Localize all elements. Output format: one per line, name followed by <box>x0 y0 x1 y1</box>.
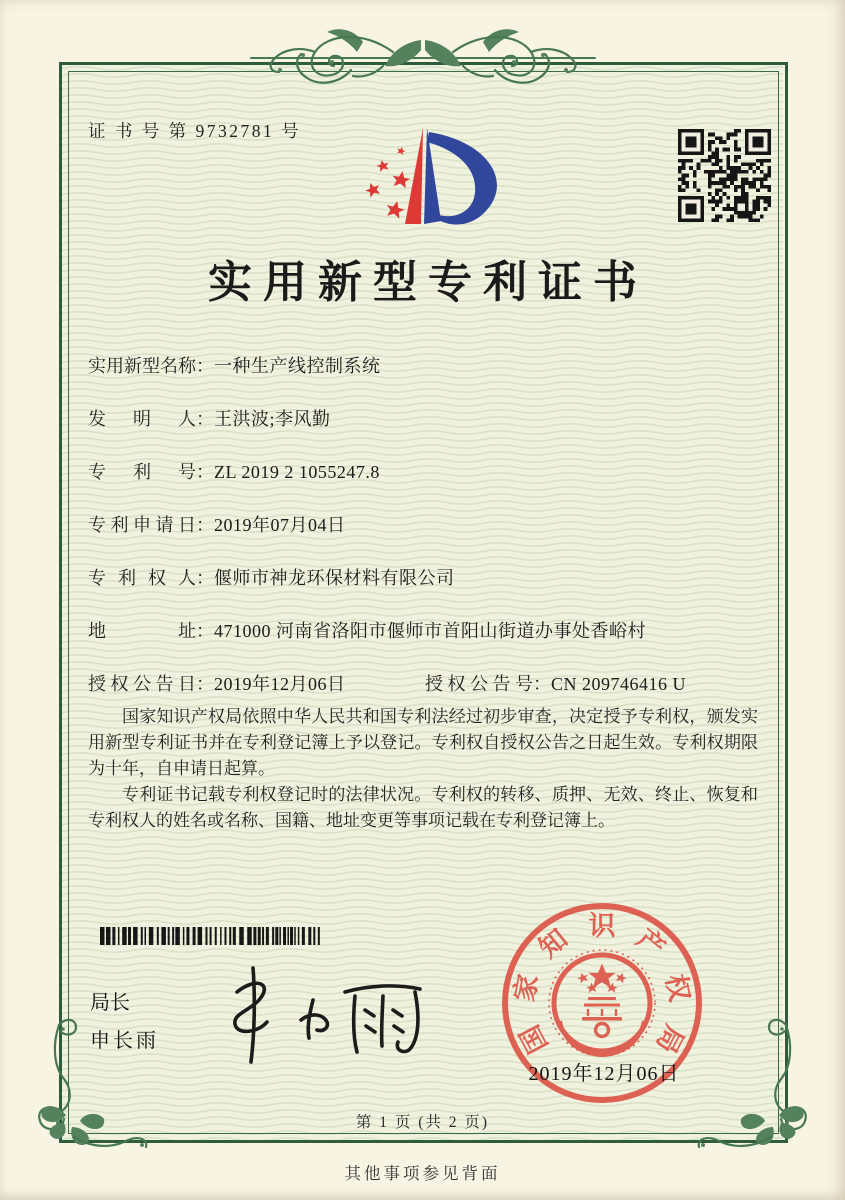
director-title: 局长 <box>90 992 130 1014</box>
field-row <box>88 670 760 697</box>
field-value: CN 209746416 U <box>551 674 687 694</box>
field-row <box>88 511 760 538</box>
field-label: 专利权人 <box>88 568 196 588</box>
legal-text <box>88 704 758 834</box>
legal-paragraph: 国家知识产权局依照中华人民共和国专利法经过初步审查，决定授予专利权，颁发实用新型专利证书并在专利登记簿上予以登记。专利权自授权公告之日起生效。专利权期限为十年，自申请日起算。 <box>88 707 758 778</box>
field-label: 授权公告日 <box>88 674 196 694</box>
qr-code <box>678 129 771 222</box>
field-value: 471000 河南省洛阳市偃师市首阳山街道办事处香峪村 <box>214 621 646 641</box>
field-row <box>88 617 760 644</box>
field-label: 发明人 <box>88 409 196 429</box>
field-label: 专利申请日 <box>88 515 196 535</box>
svg-text:权: 权 <box>660 971 695 1005</box>
field-colon: ： <box>196 356 214 376</box>
barcode <box>100 927 324 945</box>
field-colon: ： <box>196 621 214 641</box>
field-label: 专利号 <box>88 462 196 482</box>
cnipa-logo-icon <box>335 122 530 240</box>
svg-text:家: 家 <box>509 971 544 1005</box>
field-value: 一种生产线控制系统 <box>214 356 381 376</box>
certificate-number: 证 书 号 第 9732781 号 <box>88 121 302 141</box>
field-label: 授权公告号 <box>425 674 533 694</box>
field-row <box>88 564 760 591</box>
svg-text:识: 识 <box>588 911 616 941</box>
field-value: ZL 2019 2 1055247.8 <box>214 462 380 482</box>
svg-text:局: 局 <box>650 1020 690 1059</box>
director-name: 申长雨 <box>90 1030 159 1052</box>
svg-text:产: 产 <box>630 923 671 964</box>
field-colon: ： <box>533 674 551 694</box>
field-value: 2019年07月04日 <box>214 515 346 535</box>
field-colon: ： <box>196 515 214 535</box>
field-value: 偃师市神龙环保材料有限公司 <box>214 568 455 588</box>
field-label: 地址 <box>88 621 196 641</box>
svg-text:国: 国 <box>514 1020 554 1059</box>
field-value: 王洪波;李风勤 <box>214 409 331 429</box>
top-flourish-ornament-icon <box>243 12 603 100</box>
certificate-title: 实用新型专利证书 <box>208 258 648 307</box>
page-indicator: 第 1 页 (共 2 页) <box>355 1114 490 1131</box>
field-row <box>88 458 760 485</box>
field-label: 实用新型名称 <box>88 356 196 376</box>
back-note: 其他事项参见背面 <box>344 1164 501 1183</box>
grant-number-pair <box>425 670 686 696</box>
field-colon: ： <box>196 409 214 429</box>
field-colon: ： <box>196 462 214 482</box>
seal-date: 2019年12月06日 <box>528 1063 680 1085</box>
field-row <box>88 405 760 432</box>
handwritten-signature <box>215 962 440 1067</box>
svg-text:知: 知 <box>533 923 574 964</box>
field-value: 2019年12月06日 <box>214 674 346 694</box>
field-colon: ： <box>196 568 214 588</box>
field-row <box>88 352 760 379</box>
field-list <box>88 352 760 723</box>
legal-paragraph: 专利证书记载专利权登记时的法律状况。专利权的转移、质押、无效、终止、恢复和专利权人的姓名或名称、国籍、地址变更等事项记载在专利登记簿上。 <box>88 785 758 830</box>
field-colon: ： <box>196 674 214 694</box>
